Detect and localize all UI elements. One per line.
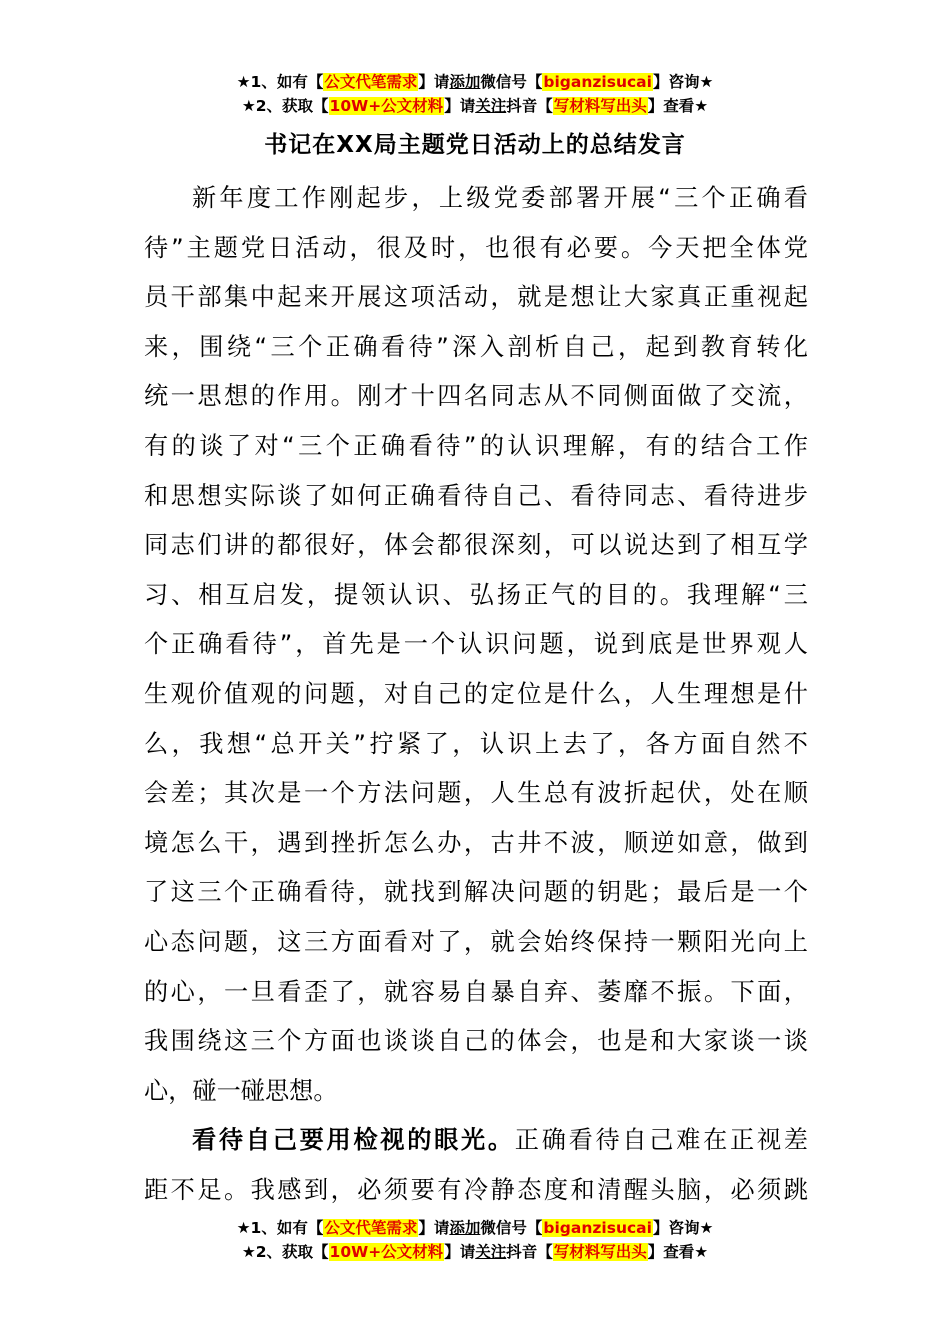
promo-text: 2、获取【 bbox=[255, 97, 329, 115]
star-icon: ★ bbox=[236, 1219, 251, 1237]
body-line: 来，围绕“三个正确看待”深入剖析自己，起到教育转化 bbox=[144, 332, 808, 361]
body-line: 生观价值观的问题，对自己的定位是什么，人生理想是什 bbox=[144, 679, 808, 708]
star-icon: ★ bbox=[241, 1243, 256, 1261]
promo-text: 】请 bbox=[418, 1219, 450, 1237]
promo-highlight-douyin: 写材料写出头 bbox=[553, 97, 647, 115]
header-promo-banner bbox=[0, 70, 950, 118]
promo-underline-text: 关注 bbox=[475, 97, 507, 115]
promo-highlight-wechat-id: biganzisucai bbox=[543, 73, 652, 91]
body-line: 同志们讲的都很好，体会都很深刻，可以说达到了相互学 bbox=[144, 531, 808, 560]
body-line: 和思想实际谈了如何正确看待自己、看待同志、看待进步 bbox=[144, 481, 808, 510]
body-line: 的心，一旦看歪了，就容易自暴自弃、萎靡不振。下面， bbox=[144, 977, 808, 1006]
body-line: 会差；其次是一个方法问题，人生总有波折起伏，处在顺 bbox=[144, 779, 808, 808]
promo-text: 】请 bbox=[444, 97, 476, 115]
promo-highlight-service: 公文代笔需求 bbox=[324, 73, 418, 91]
body-line: 境怎么干，遇到挫折怎么办，古井不波，顺逆如意，做到 bbox=[144, 828, 808, 857]
promo-text: 抖音【 bbox=[506, 1243, 553, 1261]
body-line: 心态问题，这三方面看对了，就会始终保持一颗阳光向上 bbox=[144, 927, 808, 956]
body-line: 新年度工作刚起步，上级党委部署开展“三个正确看 bbox=[192, 184, 808, 212]
promo-text: 】查看★ bbox=[647, 97, 709, 115]
star-icon: ★ bbox=[241, 97, 256, 115]
body-line: 我围绕这三个方面也谈谈自己的体会，也是和大家谈一谈 bbox=[144, 1027, 808, 1056]
promo-underline-text: 关注 bbox=[475, 1243, 507, 1261]
promo-text: 2、获取【 bbox=[255, 1243, 329, 1261]
promo-text: 】请 bbox=[444, 1243, 476, 1261]
promo-text: 】咨询★ bbox=[652, 73, 714, 91]
promo-highlight-materials: 10W+公文材料 bbox=[329, 97, 444, 115]
promo-line-1 bbox=[0, 70, 950, 94]
body-line-para2 bbox=[144, 1116, 808, 1166]
promo-text: 1、如有【 bbox=[250, 1219, 324, 1237]
promo-text: 1、如有【 bbox=[250, 73, 324, 91]
promo-text: 】咨询★ bbox=[652, 1219, 714, 1237]
document-title: 书记在XX局主题党日活动上的总结发言 bbox=[264, 132, 686, 158]
body-line: 员干部集中起来开展这项活动，就是想让大家真正重视起 bbox=[144, 283, 808, 312]
promo-text: 】查看★ bbox=[647, 1243, 709, 1261]
star-icon: ★ bbox=[236, 73, 251, 91]
promo-highlight-douyin: 写材料写出头 bbox=[553, 1243, 647, 1261]
promo-text: 微信号【 bbox=[480, 1219, 543, 1237]
footer-promo-banner bbox=[0, 1216, 950, 1264]
promo-text: 抖音【 bbox=[506, 97, 553, 115]
body-line: 统一思想的作用。刚才十四名同志从不同侧面做了交流， bbox=[144, 382, 808, 411]
body-line: 待”主题党日活动，很及时，也很有必要。今天把全体党 bbox=[144, 233, 808, 262]
body-line: 个正确看待”，首先是一个认识问题，说到底是世界观人 bbox=[144, 630, 808, 659]
promo-highlight-service: 公文代笔需求 bbox=[324, 1219, 418, 1237]
body-line: 么，我想“总开关”拧紧了，认识上去了，各方面自然不 bbox=[144, 729, 808, 758]
body-line: 有的谈了对“三个正确看待”的认识理解，有的结合工作 bbox=[144, 431, 808, 460]
promo-line-1 bbox=[0, 1216, 950, 1240]
promo-highlight-materials: 10W+公文材料 bbox=[329, 1243, 444, 1261]
promo-text: 微信号【 bbox=[480, 73, 543, 91]
body-line: 习、相互启发，提领认识、弘扬正气的目的。我理解“三 bbox=[144, 580, 808, 609]
body-line: 了这三个正确看待，就找到解决问题的钥匙；最后是一个 bbox=[144, 878, 808, 907]
promo-line-2 bbox=[0, 94, 950, 118]
section-heading-bold: 看待自己要用检视的眼光。 bbox=[192, 1126, 515, 1155]
document-body bbox=[144, 174, 808, 1215]
promo-line-2 bbox=[0, 1240, 950, 1264]
body-text: 正确看待自己难在正视差 bbox=[514, 1126, 808, 1155]
promo-highlight-wechat-id: biganzisucai bbox=[543, 1219, 652, 1237]
promo-text: 】请 bbox=[418, 73, 450, 91]
promo-underline-text: 添加 bbox=[449, 1219, 481, 1237]
body-line: 心，碰一碰思想。 bbox=[144, 1076, 338, 1105]
body-line: 距不足。我感到，必须要有冷静态度和清醒头脑，必须跳 bbox=[144, 1175, 808, 1204]
promo-underline-text: 添加 bbox=[449, 73, 481, 91]
